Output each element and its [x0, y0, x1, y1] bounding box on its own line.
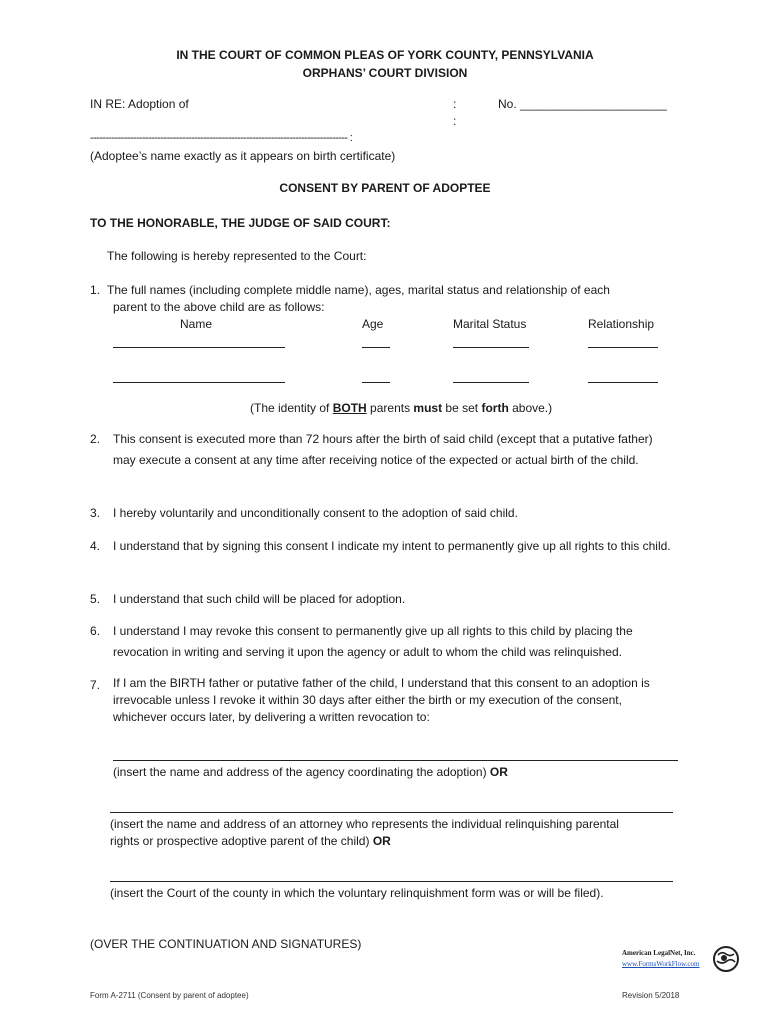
document-title: CONSENT BY PARENT OF ADOPTEE	[279, 181, 491, 195]
item3-text: I hereby voluntarily and unconditionally consent to the adoption of said child.	[113, 506, 518, 520]
column-header-relationship: Relationship	[588, 317, 655, 331]
logo-url[interactable]: www.FormsWorkFlow.com	[622, 960, 700, 968]
item-number: 6.	[90, 624, 101, 638]
attorney-address-field[interactable]	[110, 812, 673, 813]
globe-icon	[712, 945, 740, 973]
item5-text: I understand that such child will be placed for adoption.	[113, 592, 406, 606]
intro-text: The following is hereby represented to the Court:	[107, 249, 367, 263]
parent2-age-field[interactable]	[362, 382, 390, 383]
court-heading: IN THE COURT OF COMMON PLEAS OF YORK COUNTY, PENNSYLVANIA	[176, 48, 594, 62]
item7-text: If I am the BIRTH father or putative father of the child, I understand that this consent to an adoption is irrevocable unless I revoke it within 30 days after either the birth or my execution of the consent, whichever occurs later, by delivering a written revocation to:	[113, 676, 650, 724]
item-number: 3.	[90, 506, 101, 520]
item1-text: parent to the above child are as follows:	[113, 300, 325, 314]
item-number: 4.	[90, 539, 101, 553]
parent1-marital-status-field[interactable]	[453, 347, 529, 348]
column-header-age: Age	[362, 317, 384, 331]
division-heading: ORPHANS’ COURT DIVISION	[302, 66, 468, 80]
in-re-label: IN RE: Adoption of	[90, 97, 189, 111]
parent2-name-field[interactable]	[113, 382, 285, 383]
parent1-age-field[interactable]	[362, 347, 390, 348]
column-header-name: Name	[180, 317, 213, 331]
revision-date: Revision 5/2018	[622, 991, 680, 1000]
salutation: TO THE HONORABLE, THE JUDGE OF SAID COURT:	[90, 216, 391, 230]
logo-name: American LegalNet, Inc.	[622, 949, 696, 957]
court-instruction: (insert the Court of the county in which the voluntary relinquishment form was or will be filed).	[110, 886, 604, 900]
agency-instruction: (insert the name and address of the agency coordinating the adoption) OR	[113, 765, 508, 779]
attorney-instruction: rights or prospective adoptive parent of the child) OR	[110, 834, 391, 848]
parent2-relationship-field[interactable]	[588, 382, 658, 383]
docket-number-field: No. ______________________	[498, 97, 667, 111]
caption-dash-line: ------------------------------------------------------------------------------------ :	[90, 132, 353, 144]
item1-text: The full names (including complete middle name), ages, marital status and relationship of each	[107, 283, 610, 297]
identity-note: (The identity of BOTH parents must be set forth above.)	[250, 401, 553, 415]
item-number: 5.	[90, 592, 101, 606]
form-number: Form A-2711 (Consent by parent of adoptee)	[90, 991, 249, 1000]
court-county-field[interactable]	[110, 881, 673, 882]
item-number: 2.	[90, 432, 101, 446]
caption-colon: :	[453, 97, 457, 111]
agency-address-field[interactable]	[113, 760, 678, 761]
parent1-name-field[interactable]	[113, 347, 285, 348]
parent2-marital-status-field[interactable]	[453, 382, 529, 383]
caption-colon: :	[453, 114, 457, 128]
continuation-note: (OVER THE CONTINUATION AND SIGNATURES)	[90, 937, 362, 951]
item-number: 7.	[90, 678, 101, 692]
adoptee-name-note: (Adoptee’s name exactly as it appears on birth certificate)	[90, 149, 396, 163]
parent1-relationship-field[interactable]	[588, 347, 658, 348]
item6-text: I understand I may revoke this consent to permanently give up all rights to this child by placing the revocation in writing and serving it upon the agency or adult to whom the child was relinquished.	[113, 624, 633, 659]
column-header-marital-status: Marital Status	[453, 317, 527, 331]
item2-text: This consent is executed more than 72 hours after the birth of said child (except that a putative father) may execute a consent at any time after receiving notice of the expected or actual birth of the child.	[113, 432, 653, 467]
attorney-instruction: (insert the name and address of an attorney who represents the individual relinquishing parental	[110, 817, 619, 831]
item4-text: I understand that by signing this consent I indicate my intent to permanently give up all rights to this child.	[113, 539, 671, 553]
american-legalnet-logo	[612, 944, 740, 976]
item-number: 1.	[90, 283, 101, 297]
